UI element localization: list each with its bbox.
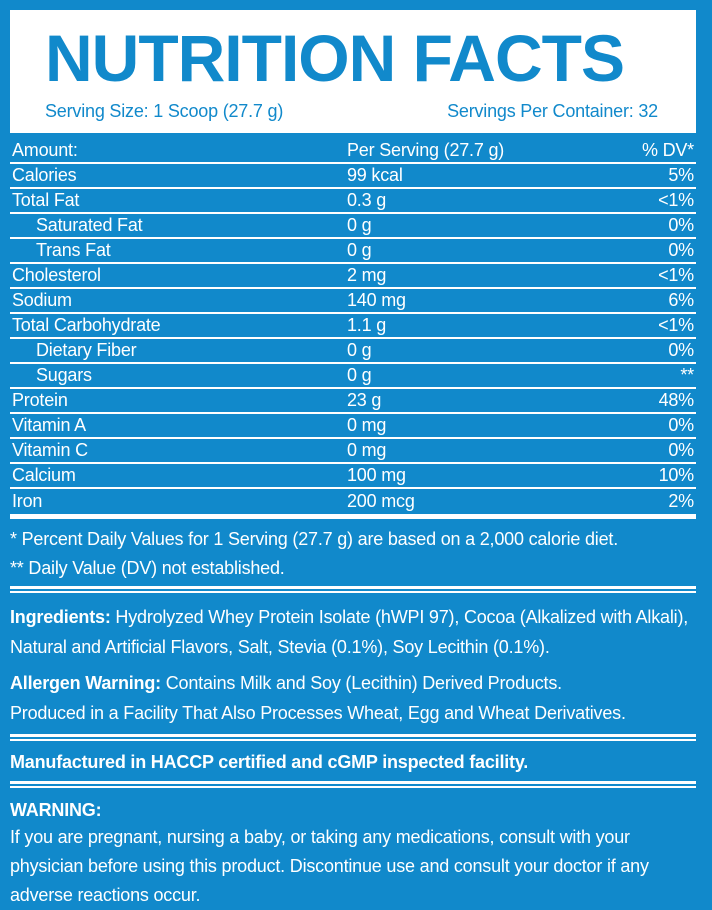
label-header	[10, 10, 696, 133]
nutrient-label: Protein	[12, 390, 68, 410]
nutrient-label: Cholesterol	[12, 265, 101, 285]
nutrient-label: Calories	[12, 165, 77, 185]
table-row	[10, 464, 696, 489]
section-divider	[10, 734, 696, 741]
nutrient-amount: 0 g	[347, 240, 372, 260]
nutrient-amount: 0 g	[347, 215, 372, 235]
page-title: NUTRITION FACTS	[45, 21, 624, 95]
table-row	[10, 264, 696, 289]
nutrient-dv: 6%	[668, 290, 694, 310]
nutrient-label: Saturated Fat	[36, 215, 143, 235]
table-row	[10, 439, 696, 464]
section-divider	[10, 781, 696, 788]
nutrient-amount: 200 mcg	[347, 491, 415, 511]
warning-body: If you are pregnant, nursing a baby, or taking any medications, consult with your physician before using this product. Discontinue use and consult your doctor if any adverse reactions occur.	[10, 827, 649, 905]
allergen-line-2: Produced in a Facility That Also Processes Wheat, Egg and Wheat Derivatives.	[10, 703, 626, 723]
column-header-dv: % DV*	[641, 140, 694, 160]
ingredients-text	[10, 602, 696, 662]
nutrient-amount: 1.1 g	[347, 315, 387, 335]
table-rows	[10, 164, 696, 514]
section-divider-thick	[10, 514, 696, 519]
nutrient-dv: 0%	[668, 340, 694, 360]
ingredients-label: Ingredients:	[10, 607, 111, 627]
table-row	[10, 289, 696, 314]
nutrient-dv: 0%	[668, 240, 694, 260]
footnotes	[10, 525, 696, 583]
nutrient-dv: <1%	[658, 265, 694, 285]
nutrient-amount: 0 g	[347, 340, 372, 360]
column-header-per-serving: Per Serving (27.7 g)	[347, 140, 505, 160]
allergen-warning	[10, 668, 696, 728]
nutrient-label: Dietary Fiber	[36, 340, 137, 360]
table-row	[10, 339, 696, 364]
table-header-row	[10, 139, 696, 164]
nutrient-dv: 0%	[668, 440, 694, 460]
nutrient-amount: 2 mg	[347, 265, 387, 285]
nutrient-dv: <1%	[658, 190, 694, 210]
nutrient-label: Calcium	[12, 465, 76, 485]
section-divider	[10, 586, 696, 593]
nutrient-amount: 0 mg	[347, 415, 387, 435]
manufactured-note: Manufactured in HACCP certified and cGMP inspected facility.	[10, 752, 529, 772]
nutrient-label: Vitamin A	[12, 415, 86, 435]
footnote-daily-values: * Percent Daily Values for 1 Serving (27.7 g) are based on a 2,000 calorie diet.	[10, 529, 619, 549]
table-row	[10, 189, 696, 214]
nutrient-amount: 140 mg	[347, 290, 406, 310]
table-row	[10, 164, 696, 189]
footnote-dv-not-established: ** Daily Value (DV) not established.	[10, 558, 285, 578]
table-row	[10, 389, 696, 414]
nutrient-table	[10, 139, 696, 514]
column-header-amount: Amount:	[12, 140, 78, 160]
nutrient-dv: <1%	[658, 315, 694, 335]
warning-section	[10, 797, 696, 910]
allergen-label: Allergen Warning:	[10, 673, 161, 693]
table-row	[10, 314, 696, 339]
nutrient-amount: 0.3 g	[347, 190, 387, 210]
nutrient-label: Total Carbohydrate	[12, 315, 161, 335]
nutrient-dv: 10%	[658, 465, 694, 485]
table-row	[10, 214, 696, 239]
table-row	[10, 489, 696, 514]
allergen-line-1	[10, 668, 696, 698]
nutrient-amount: 23 g	[347, 390, 382, 410]
nutrient-dv: 48%	[658, 390, 694, 410]
nutrient-dv: 5%	[668, 165, 694, 185]
allergen-contains: Contains Milk and Soy (Lecithin) Derived Products.	[160, 673, 562, 693]
table-row	[10, 239, 696, 264]
table-row	[10, 364, 696, 389]
ingredients-list: Hydrolyzed Whey Protein Isolate (hWPI 97), Cocoa (Alkalized with Alkali), Natural and Artificial Flavors, Salt, Stevia (0.1%), Soy Lecithin (0.1%).	[10, 607, 689, 657]
nutrient-label: Sodium	[12, 290, 72, 310]
nutrient-amount: 0 g	[347, 365, 372, 385]
serving-size: Serving Size: 1 Scoop (27.7 g)	[45, 100, 284, 121]
nutrient-label: Sugars	[36, 365, 92, 385]
nutrient-label: Vitamin C	[12, 440, 88, 460]
nutrient-label: Total Fat	[12, 190, 80, 210]
warning-title: WARNING:	[10, 800, 102, 820]
nutrient-amount: 0 mg	[347, 440, 387, 460]
nutrient-dv: 0%	[668, 215, 694, 235]
table-row	[10, 414, 696, 439]
nutrient-amount: 100 mg	[347, 465, 406, 485]
nutrient-label: Iron	[12, 491, 43, 511]
nutrient-dv: 2%	[668, 491, 694, 511]
nutrient-amount: 99 kcal	[347, 165, 403, 185]
nutrition-label	[10, 10, 696, 910]
servings-per-container: Servings Per Container: 32	[447, 100, 658, 121]
nutrient-dv: **	[680, 365, 694, 385]
serving-info	[45, 101, 658, 122]
nutrient-dv: 0%	[668, 415, 694, 435]
nutrient-label: Trans Fat	[36, 240, 111, 260]
